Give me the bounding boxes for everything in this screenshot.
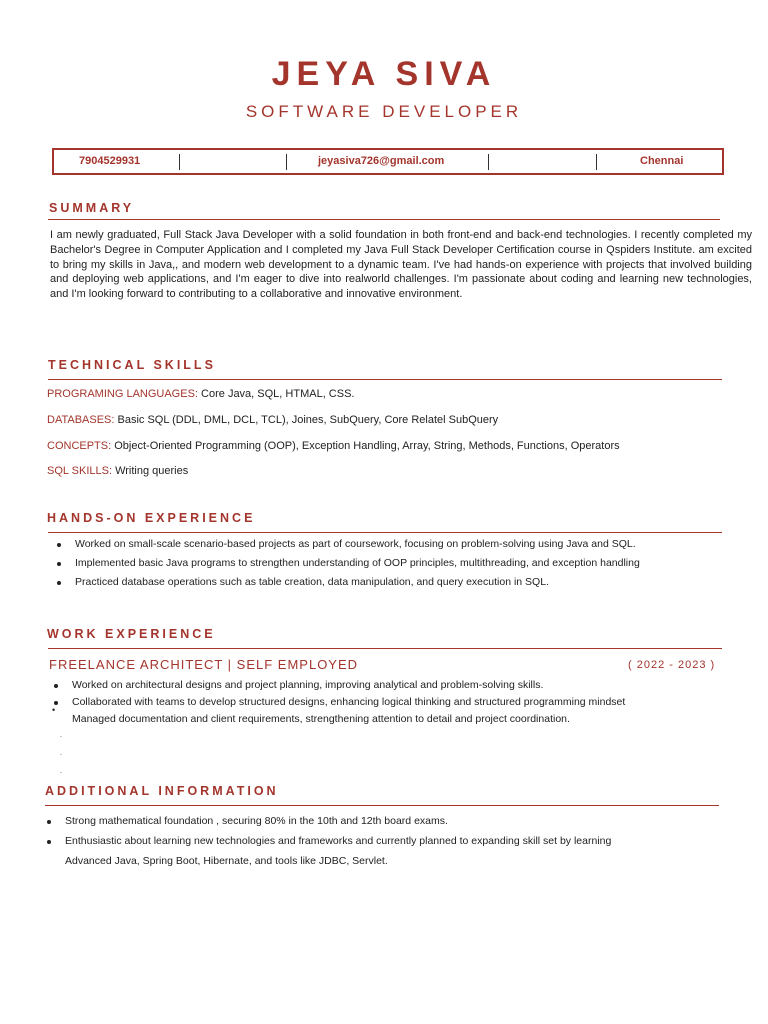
- bullet-icon: [47, 840, 51, 844]
- contact-bar: [52, 148, 724, 175]
- stray-bullet-mark: .: [60, 768, 62, 775]
- list-item-text: Worked on architectural designs and project planning, improving analytical and problem-solving skills.: [72, 679, 544, 691]
- list-item: [47, 815, 737, 835]
- skill-label: DATABASES:: [47, 414, 115, 426]
- skill-value: Basic SQL (DDL, DML, DCL, TCL), Joines, SubQuery, Core Relatel SubQuery: [114, 414, 499, 426]
- summary-text: I am newly graduated, Full Stack Java Developer with a solid foundation in both front-end and back-end technologies. I recently completed my Bachelor's Degree in Computer Application and I completed my Java Full Stack Developer Certification course in Qspiders Institute. am excited to bring my skills in Java,, and modern web development to a dynamic team. I've had hands-on experience with projects that involved building and deploying web applications, and I'm eager to dive into realworld challenges. I'm passionate about coding and learning new technologies, and I'm looking forward to contributing to a collaborative and innovative environment.: [50, 229, 752, 301]
- bullet-icon: [57, 562, 61, 566]
- stray-bullet-mark: .: [60, 732, 62, 739]
- candidate-role: SOFTWARE DEVELOPER: [245, 102, 523, 121]
- work-list: [54, 679, 734, 730]
- contact-email: jeyasiva726@gmail.com: [318, 155, 445, 167]
- section-title-work: WORK EXPERIENCE: [47, 627, 216, 641]
- contact-phone: 7904529931: [79, 155, 141, 167]
- bullet-icon: [47, 820, 51, 824]
- bullet-icon: [54, 718, 58, 722]
- contact-divider: [488, 154, 489, 170]
- handson-list: [57, 538, 737, 595]
- skill-value: Core Java, SQL, HTMAL, CSS.: [197, 388, 355, 400]
- section-title-additional: ADDITIONAL INFORMATION: [45, 784, 279, 798]
- job-title: FREELANCE ARCHITECT | SELF EMPLOYED: [49, 657, 359, 672]
- section-divider: [45, 805, 719, 806]
- additional-list: [47, 815, 737, 875]
- skill-row: [47, 465, 188, 477]
- list-item: [57, 576, 737, 595]
- list-item: [57, 538, 737, 557]
- stray-bullet-mark: .: [60, 750, 62, 757]
- section-divider: [48, 219, 720, 220]
- skill-label: CONCEPTS:: [47, 440, 112, 452]
- bullet-icon: [57, 543, 61, 547]
- list-item-text: Worked on small-scale scenario-based projects as part of coursework, focusing on problem-solving using Java and SQL.: [75, 538, 636, 550]
- bullet-icon: [54, 684, 58, 688]
- list-item: [47, 835, 737, 855]
- bullet-icon: [47, 860, 51, 864]
- skill-row: [47, 414, 498, 426]
- list-item-text: Advanced Java, Spring Boot, Hibernate, and tools like JDBC, Servlet.: [65, 855, 388, 867]
- contact-location: Chennai: [640, 155, 684, 167]
- skill-label: PROGRAMING LANGUAGES:: [47, 388, 198, 400]
- section-divider: [48, 648, 722, 649]
- section-title-skills: TECHNICAL SKILLS: [48, 358, 216, 372]
- candidate-name: JEYA SIVA: [271, 55, 497, 93]
- contact-divider: [596, 154, 597, 170]
- bullet-icon: [57, 581, 61, 585]
- list-item-text: Collaborated with teams to develop structured designs, enhancing logical thinking and structured programming mindset: [72, 696, 626, 708]
- section-divider: [48, 532, 722, 533]
- list-item: [54, 713, 734, 730]
- list-item: [54, 696, 734, 713]
- stray-bullet-mark: •: [52, 705, 56, 715]
- list-item-text: Practiced database operations such as table creation, data manipulation, and query execution in SQL.: [75, 576, 549, 588]
- job-dates: ( 2022 - 2023 ): [628, 659, 716, 671]
- contact-divider: [179, 154, 180, 170]
- list-item-text: Enthusiastic about learning new technologies and frameworks and currently planned to expanding skill set by learning: [65, 835, 612, 847]
- list-item: [47, 855, 737, 875]
- skill-value: Writing queries: [112, 465, 189, 477]
- list-item-text: Implemented basic Java programs to strengthen understanding of OOP principles, multithreading, and exception handling: [75, 557, 640, 569]
- list-item-text: Strong mathematical foundation , securing 80% in the 10th and 12th board exams.: [65, 815, 448, 827]
- skill-value: Object-Oriented Programming (OOP), Exception Handling, Array, String, Methods, Functions, Operators: [111, 440, 620, 452]
- list-item-text: Managed documentation and client requirements, strengthening attention to detail and project coordination.: [72, 713, 570, 725]
- skill-row: [47, 440, 620, 452]
- contact-divider: [286, 154, 287, 170]
- list-item: [54, 679, 734, 696]
- skill-label: SQL SKILLS:: [47, 465, 113, 477]
- section-title-handson: HANDS-ON EXPERIENCE: [47, 511, 256, 525]
- list-item: [57, 557, 737, 576]
- section-title-summary: SUMMARY: [49, 201, 135, 215]
- section-divider: [48, 379, 722, 380]
- skill-row: [47, 388, 354, 400]
